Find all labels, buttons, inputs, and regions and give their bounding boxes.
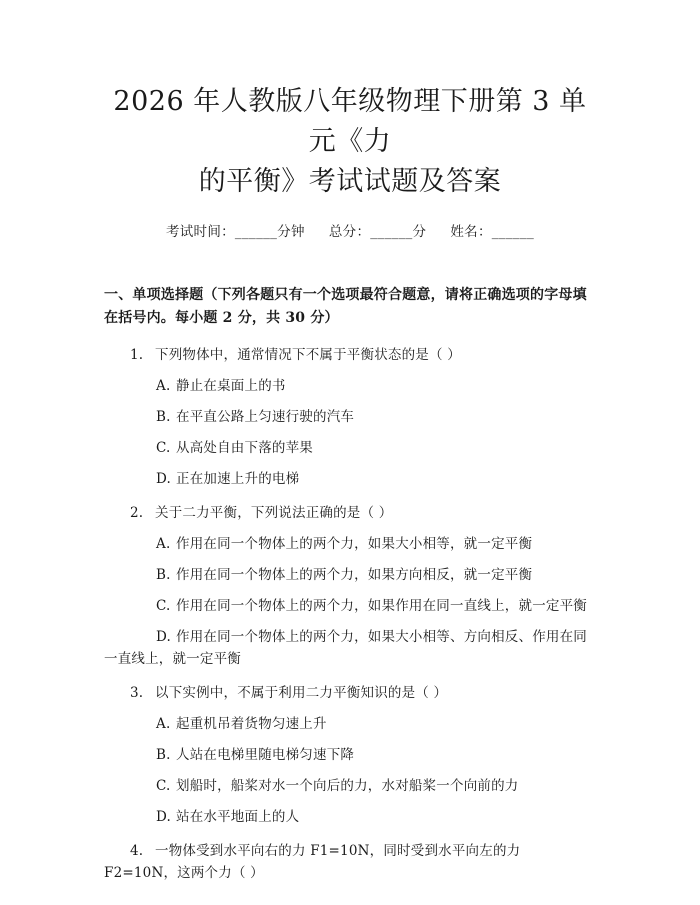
option — [104, 375, 596, 397]
section-heading: 一、单项选择题（下列各题只有一个选项最符合题意，请将正确选项的字母填在括号内。每小题 2 分，共 30 分） — [104, 287, 587, 326]
question — [104, 682, 596, 704]
option-letter: A. — [156, 536, 171, 552]
option — [104, 626, 596, 670]
option-letter: D. — [156, 809, 172, 825]
option-letter: D. — [156, 471, 172, 487]
option-letter: B. — [156, 567, 171, 583]
option-text: 划船时，船桨对水一个向后的力，水对船桨一个向前的力 — [176, 778, 519, 794]
option-text: 正在加速上升的电梯 — [176, 471, 300, 487]
option — [104, 468, 596, 490]
option-letter: C. — [156, 598, 171, 614]
title-line-1: 2026 年人教版八年级物理下册第 3 单元《力 — [113, 86, 587, 157]
option-text: 作用在同一个物体上的两个力，如果大小相等，就一定平衡 — [176, 536, 533, 552]
question — [104, 344, 596, 366]
option-letter: B. — [156, 747, 171, 763]
question — [104, 840, 596, 884]
option-text: 作用在同一个物体上的两个力，如果作用在同一直线上，就一定平衡 — [176, 598, 587, 614]
question — [104, 502, 596, 524]
student-name-label: 姓名：______ — [450, 224, 535, 240]
option — [104, 533, 596, 555]
option-text: 人站在电梯里随电梯匀速下降 — [176, 747, 355, 763]
option — [104, 564, 596, 586]
option — [104, 744, 596, 766]
document-title — [104, 0, 596, 202]
exam-info — [104, 222, 596, 242]
question-number: 3. — [130, 685, 144, 701]
option — [104, 806, 596, 828]
question-text: 关于二力平衡，下列说法正确的是（ ） — [155, 505, 393, 521]
option — [104, 406, 596, 428]
option-text: 作用在同一个物体上的两个力，如果方向相反，就一定平衡 — [176, 567, 533, 583]
option-letter: C. — [156, 440, 171, 456]
question-number: 2. — [130, 505, 144, 521]
question-number: 4. — [130, 843, 144, 859]
option-text: 从高处自由下落的苹果 — [176, 440, 313, 456]
title-line-2: 的平衡》考试试题及答案 — [198, 166, 502, 197]
option-letter: B. — [156, 409, 171, 425]
question-text: 下列物体中，通常情况下不属于平衡状态的是（ ） — [155, 347, 461, 363]
option-letter: A. — [156, 716, 171, 732]
option-letter: A. — [156, 378, 171, 394]
question-number: 1. — [130, 347, 144, 363]
option-letter: C. — [156, 778, 171, 794]
option-letter: D. — [156, 629, 172, 645]
option — [104, 775, 596, 797]
question-text: 以下实例中，不属于利用二力平衡知识的是（ ） — [155, 685, 448, 701]
option — [104, 437, 596, 459]
option — [104, 595, 596, 617]
option-text: 作用在同一个物体上的两个力，如果大小相等、方向相反、作用在同一直线上，就一定平衡 — [104, 629, 587, 667]
option-text: 静止在桌面上的书 — [176, 378, 286, 394]
option-text: 在平直公路上匀速行驶的汽车 — [176, 409, 355, 425]
option-text: 起重机吊着货物匀速上升 — [176, 716, 327, 732]
question-text: 一物体受到水平向右的力 F1=10N，同时受到水平向左的力 F2=10N，这两个力（ ） — [104, 843, 521, 881]
option-text: 站在水平地面上的人 — [176, 809, 300, 825]
option — [104, 713, 596, 735]
exam-time-label: 考试时间：______分钟 — [165, 224, 305, 240]
total-score-label: 总分：______分 — [328, 224, 427, 240]
